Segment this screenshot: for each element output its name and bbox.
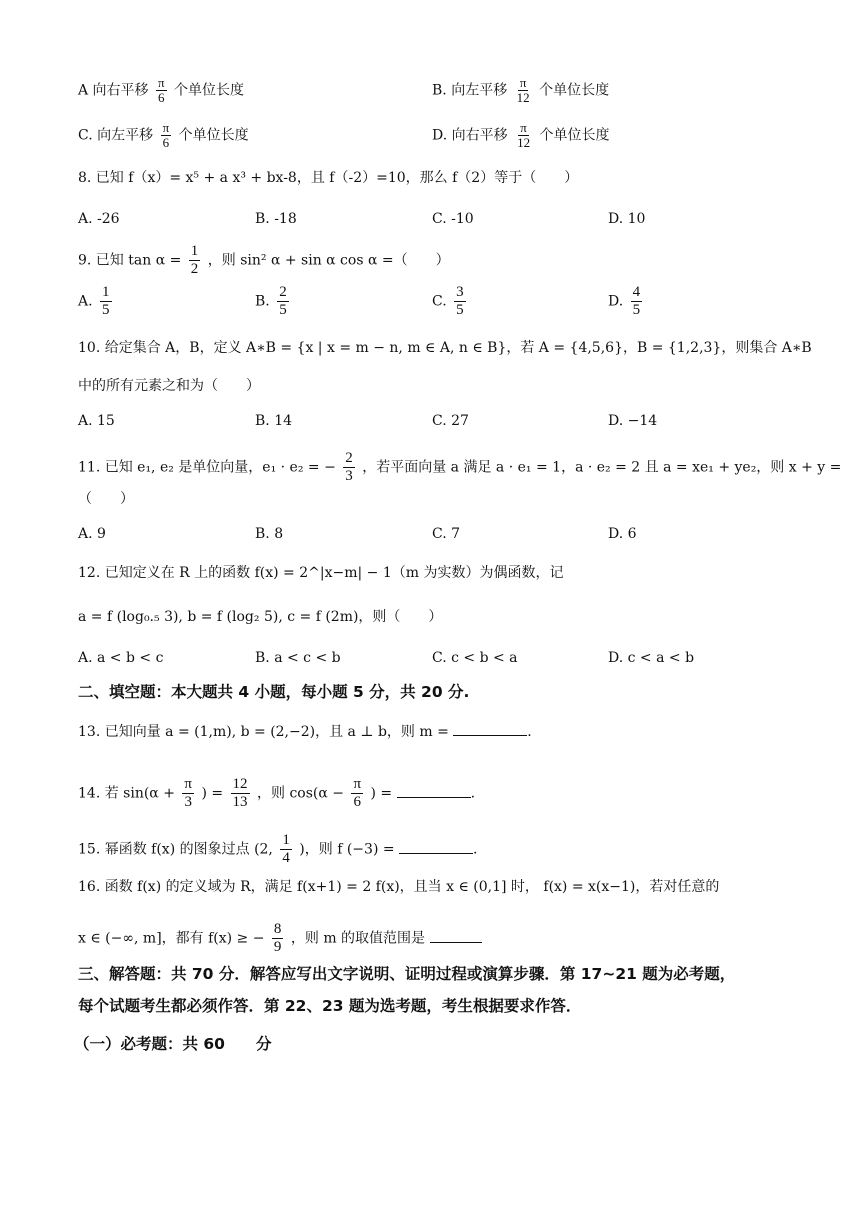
q9-option-a: [78, 284, 115, 319]
q15-end: .: [473, 841, 478, 858]
q10-stem: 10. 给定集合 A，B，定义 A∗B = {x | x = m − n, m ∈ A, n ∈ B}，若 A = {4,5,6}，B = {1,2,3}，则集合 A∗B: [78, 340, 812, 356]
q11-option-b: B. 8: [255, 526, 284, 542]
q9-option-d: [608, 284, 645, 319]
q9-stem-a: 9. 已知 tan α =: [78, 252, 182, 269]
q10-option-a: A. 15: [78, 413, 115, 429]
q16-stem-2: [78, 921, 482, 956]
q8-stem: 8. 已知 f（x）= x⁵ + a x³ + bx-8，且 f（-2）=10，那么 f（2）等于（ ）: [78, 170, 579, 186]
q14-fraction-2: [231, 776, 250, 811]
q7-option-b-fraction: [515, 76, 532, 105]
option-label: B.: [255, 293, 270, 310]
q7-option-d-tail: 个单位长度: [539, 127, 610, 144]
q7-option-a: [78, 76, 244, 105]
option-label: C.: [432, 293, 447, 310]
frac-num: 4: [632, 284, 641, 300]
frac-num: π: [519, 75, 527, 90]
q14-end: .: [470, 785, 476, 802]
q9-option-c: [432, 284, 469, 319]
q16-text-a: x ∈ (−∞, m]，都有 f(x) ≥ −: [78, 930, 265, 947]
q14-fraction-1: [182, 776, 194, 811]
frac-num: π: [158, 75, 165, 90]
q12-stem: 12. 已知定义在 R 上的函数 f(x) = 2^|x−m| − 1（m 为实数）为偶函数，记: [78, 565, 564, 581]
q12-option-c: C. c < b < a: [432, 650, 518, 666]
q13-answer-blank[interactable]: [453, 721, 527, 736]
section-3-heading-line-2: 每个试题考生都必须作答．第 22、23 题为选考题，考生根据要求作答．: [78, 997, 582, 1015]
q10-option-b: B. 14: [255, 413, 293, 429]
q16-answer-blank[interactable]: [430, 928, 482, 943]
q14-text-d: ) =: [370, 785, 393, 802]
section-3-heading-line-1: 三、解答题：共 70 分．解答应写出文字说明、证明过程或演算步骤．第 17~21 题为必考题，: [78, 965, 736, 983]
q14-fraction-3: [351, 776, 363, 811]
q11-stem-b: ，若平面向量 a 满足 a · e₁ = 1，a · e₂ = 2 且 a = xe₁ + ye₂，则 x + y =: [362, 459, 842, 476]
subsection-required: （一）必考题：共 60 分: [74, 1035, 272, 1053]
q14-answer-blank[interactable]: [397, 783, 471, 798]
q11-option-d: D. 6: [608, 526, 637, 542]
q15-answer-blank[interactable]: [399, 839, 473, 854]
q11-option-c: C. 7: [432, 526, 461, 542]
q7-option-d-fraction: [515, 121, 532, 150]
q15-text-a: 15. 幂函数 f(x) 的图象过点 (2,: [78, 841, 273, 858]
frac-den: 5: [102, 302, 110, 318]
q14-text-b: ) =: [201, 785, 224, 802]
q16-stem: 16. 函数 f(x) 的定义域为 R，满足 f(x+1) = 2 f(x)，且当 x ∈ (0,1] 时， f(x) = x(x−1)，若对任意的: [78, 879, 720, 895]
option-label: A.: [78, 293, 93, 310]
frac-num: π: [353, 776, 362, 792]
q8-option-b: B. -18: [255, 211, 297, 227]
q9-fraction: [189, 243, 201, 278]
frac-den: 3: [184, 794, 192, 810]
q8-option-c: C. -10: [432, 211, 474, 227]
q8-option-a: A. -26: [78, 211, 120, 227]
frac-num: 2: [345, 450, 353, 466]
q12-option-b: B. a < c < b: [255, 650, 341, 666]
q11-stem: [78, 450, 841, 485]
q14-text-a: 14. 若 sin(α +: [78, 785, 175, 802]
frac-den: 6: [162, 135, 170, 150]
frac-den: 3: [345, 468, 353, 484]
q7-option-b-text: B. 向左平移: [432, 82, 508, 99]
frac-den: 13: [232, 794, 248, 810]
q16-text-b: ，则 m 的取值范围是: [290, 930, 426, 947]
q12-stem-2: a = f (log₀.₅ 3), b = f (log₂ 5), c = f (2m)，则（ ）: [78, 609, 443, 625]
q9-option-c-fraction: [454, 284, 466, 319]
q9-option-a-fraction: [100, 284, 112, 319]
frac-den: 12: [516, 90, 530, 105]
frac-den: 5: [279, 302, 287, 318]
q11-fraction: [343, 450, 355, 485]
q13-stem: [78, 721, 532, 742]
q7-option-c-fraction: [161, 121, 172, 150]
q7-option-d: [432, 121, 610, 150]
q7-option-a-tail: 个单位长度: [174, 82, 245, 99]
q8-option-d: D. 10: [608, 211, 646, 227]
q12-option-d: D. c < a < b: [608, 650, 695, 666]
q7-option-d-text: D. 向右平移: [432, 127, 508, 144]
q13-end: .: [527, 724, 532, 740]
q7-option-a-fraction: [156, 76, 167, 105]
q7-option-a-text: A 向右平移: [78, 82, 149, 99]
frac-den: 4: [282, 850, 290, 866]
q9-option-b-fraction: [277, 284, 289, 319]
frac-den: 5: [456, 302, 464, 318]
q7-option-c-text: C. 向左平移: [78, 127, 154, 144]
q7-option-b-tail: 个单位长度: [539, 82, 610, 99]
frac-num: 12: [232, 776, 248, 792]
q15-text-b: )，则 f (−3) =: [299, 841, 395, 858]
section-2-heading: 二、填空题：本大题共 4 小题，每小题 5 分，共 20 分.: [78, 683, 470, 701]
frac-den: 9: [273, 939, 282, 955]
frac-num: 2: [279, 284, 287, 300]
frac-num: 3: [456, 284, 464, 300]
frac-den: 12: [517, 135, 531, 150]
q13-text: 13. 已知向量 a = (1,m), b = (2,−2)，且 a ⊥ b，则 m =: [78, 724, 449, 740]
q15-fraction: [280, 832, 292, 867]
q10-stem-2: 中的所有元素之和为（ ）: [78, 378, 260, 394]
q9-option-d-fraction: [631, 284, 643, 319]
q10-option-d: D. −14: [608, 413, 658, 429]
frac-num: 1: [102, 284, 110, 300]
q7-option-c-tail: 个单位长度: [178, 127, 249, 144]
q15-stem: [78, 832, 478, 867]
q11-stem-a: 11. 已知 e₁, e₂ 是单位向量，e₁ · e₂ = −: [78, 459, 336, 476]
frac-den: 5: [632, 302, 641, 318]
q10-option-c: C. 27: [432, 413, 469, 429]
q9-stem: [78, 243, 450, 278]
q7-option-b: [432, 76, 609, 105]
q14-stem: [78, 776, 475, 811]
frac-num: 1: [282, 832, 290, 848]
q16-fraction: [272, 921, 284, 956]
q12-option-a: A. a < b < c: [78, 650, 164, 666]
q14-text-c: ，则 cos(α −: [257, 785, 345, 802]
frac-num: 1: [190, 243, 199, 259]
frac-den: 2: [190, 261, 199, 277]
frac-den: 6: [158, 90, 165, 105]
frac-num: 8: [273, 921, 282, 937]
frac-den: 6: [353, 794, 361, 810]
q9-stem-b: ，则 sin² α + sin α cos α =（ ）: [207, 252, 450, 269]
q11-option-a: A. 9: [78, 526, 106, 542]
frac-num: π: [520, 120, 527, 135]
q7-option-c: [78, 121, 249, 150]
frac-num: π: [162, 120, 170, 135]
frac-num: π: [184, 776, 192, 792]
q9-option-b: [255, 284, 292, 319]
option-label: D.: [608, 293, 624, 310]
q11-stem-2: （ ）: [78, 491, 134, 507]
